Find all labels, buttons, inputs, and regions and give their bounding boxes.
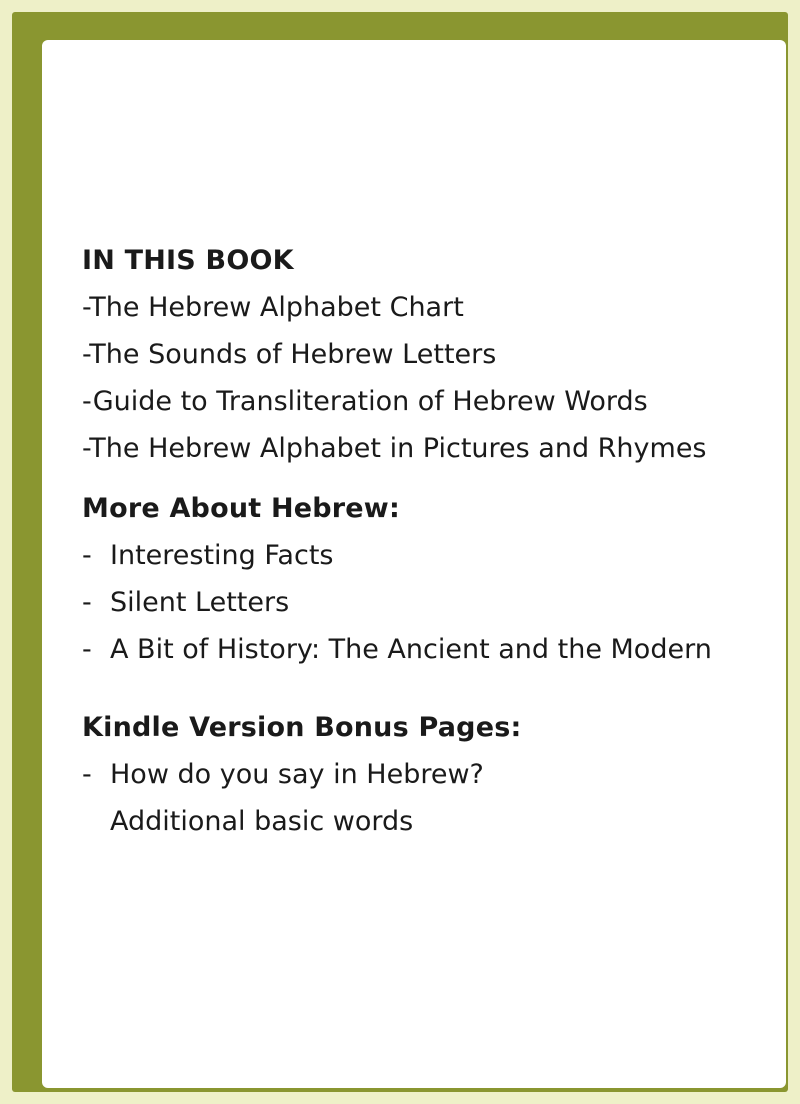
list-item xyxy=(82,626,762,673)
bullet-dash: - xyxy=(82,540,92,571)
list-item xyxy=(82,532,762,579)
list-item: -The Hebrew Alphabet Chart xyxy=(82,292,464,323)
bullet-dash: - xyxy=(82,634,92,665)
list-item xyxy=(82,579,762,626)
list-item-continuation: Additional basic words xyxy=(110,806,414,837)
list-item-text: How do you say in Hebrew? xyxy=(110,759,484,790)
list-item xyxy=(82,751,762,798)
list-item: -Guide to Transliteration of Hebrew Words xyxy=(82,386,648,417)
contents-list xyxy=(82,238,762,845)
list-item-text: Silent Letters xyxy=(110,587,290,618)
list-item: -The Sounds of Hebrew Letters xyxy=(82,339,497,370)
section-heading-kindle-bonus: Kindle Version Bonus Pages: xyxy=(82,712,522,743)
section-heading-in-this-book: IN THIS BOOK xyxy=(82,245,294,276)
list-item: -The Hebrew Alphabet in Pictures and Rhymes xyxy=(82,433,707,464)
bullet-dash: - xyxy=(82,759,92,790)
bullet-dash: - xyxy=(82,587,92,618)
list-item-text: Interesting Facts xyxy=(110,540,334,571)
list-item-text: A Bit of History: The Ancient and the Modern xyxy=(110,634,712,665)
section-heading-more-about-hebrew: More About Hebrew: xyxy=(82,493,400,524)
